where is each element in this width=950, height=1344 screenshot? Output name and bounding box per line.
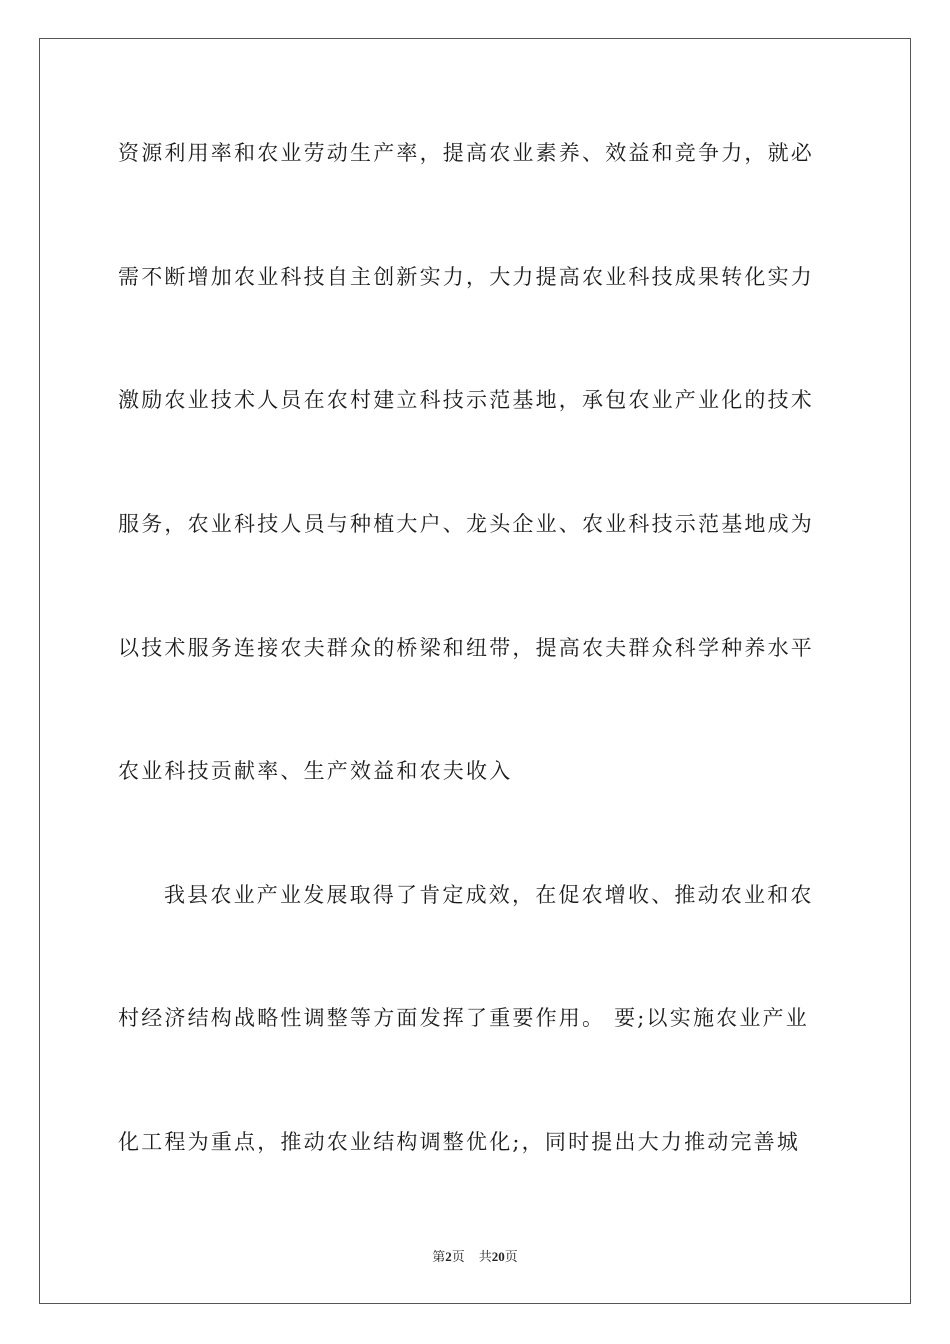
footer-page-suffix: 页 xyxy=(451,1250,465,1265)
text-line-3: 激励农业技术人员在农村建立科技示范基地，承包农业产业化的技术 xyxy=(118,388,814,412)
text-line-2: 需不断增加农业科技自主创新实力，大力提高农业科技成果转化实力 xyxy=(118,265,814,289)
text-line-7-paragraph-start: 我县农业产业发展取得了肯定成效，在促农增收、推动农业和农 xyxy=(164,883,814,907)
footer-total-suffix: 页 xyxy=(504,1250,518,1265)
text-line-9: 化工程为重点，推动农业结构调整优化;，同时提出大力推动完善城 xyxy=(118,1130,801,1154)
text-line-5: 以技术服务连接农夫群众的桥梁和纽带，提高农夫群众科学种养水平 xyxy=(118,636,814,660)
footer-total-prefix: 共 xyxy=(478,1250,492,1265)
page-footer xyxy=(0,1248,950,1267)
footer-page-prefix: 第 xyxy=(432,1250,446,1265)
text-line-4: 服务，农业科技人员与种植大户、龙头企业、农业科技示范基地成为 xyxy=(118,512,814,536)
footer-total-pages: 20 xyxy=(491,1249,505,1264)
text-line-8: 村经济结构战略性调整等方面发挥了重要作用。 要;以实施农业产业 xyxy=(118,1006,809,1030)
page-border xyxy=(39,38,911,1304)
footer-page-number: 2 xyxy=(445,1249,452,1264)
text-line-1: 资源利用率和农业劳动生产率，提高农业素养、效益和竞争力，就必 xyxy=(118,141,814,165)
text-line-6: 农业科技贡献率、生产效益和农夫收入 xyxy=(118,759,513,783)
